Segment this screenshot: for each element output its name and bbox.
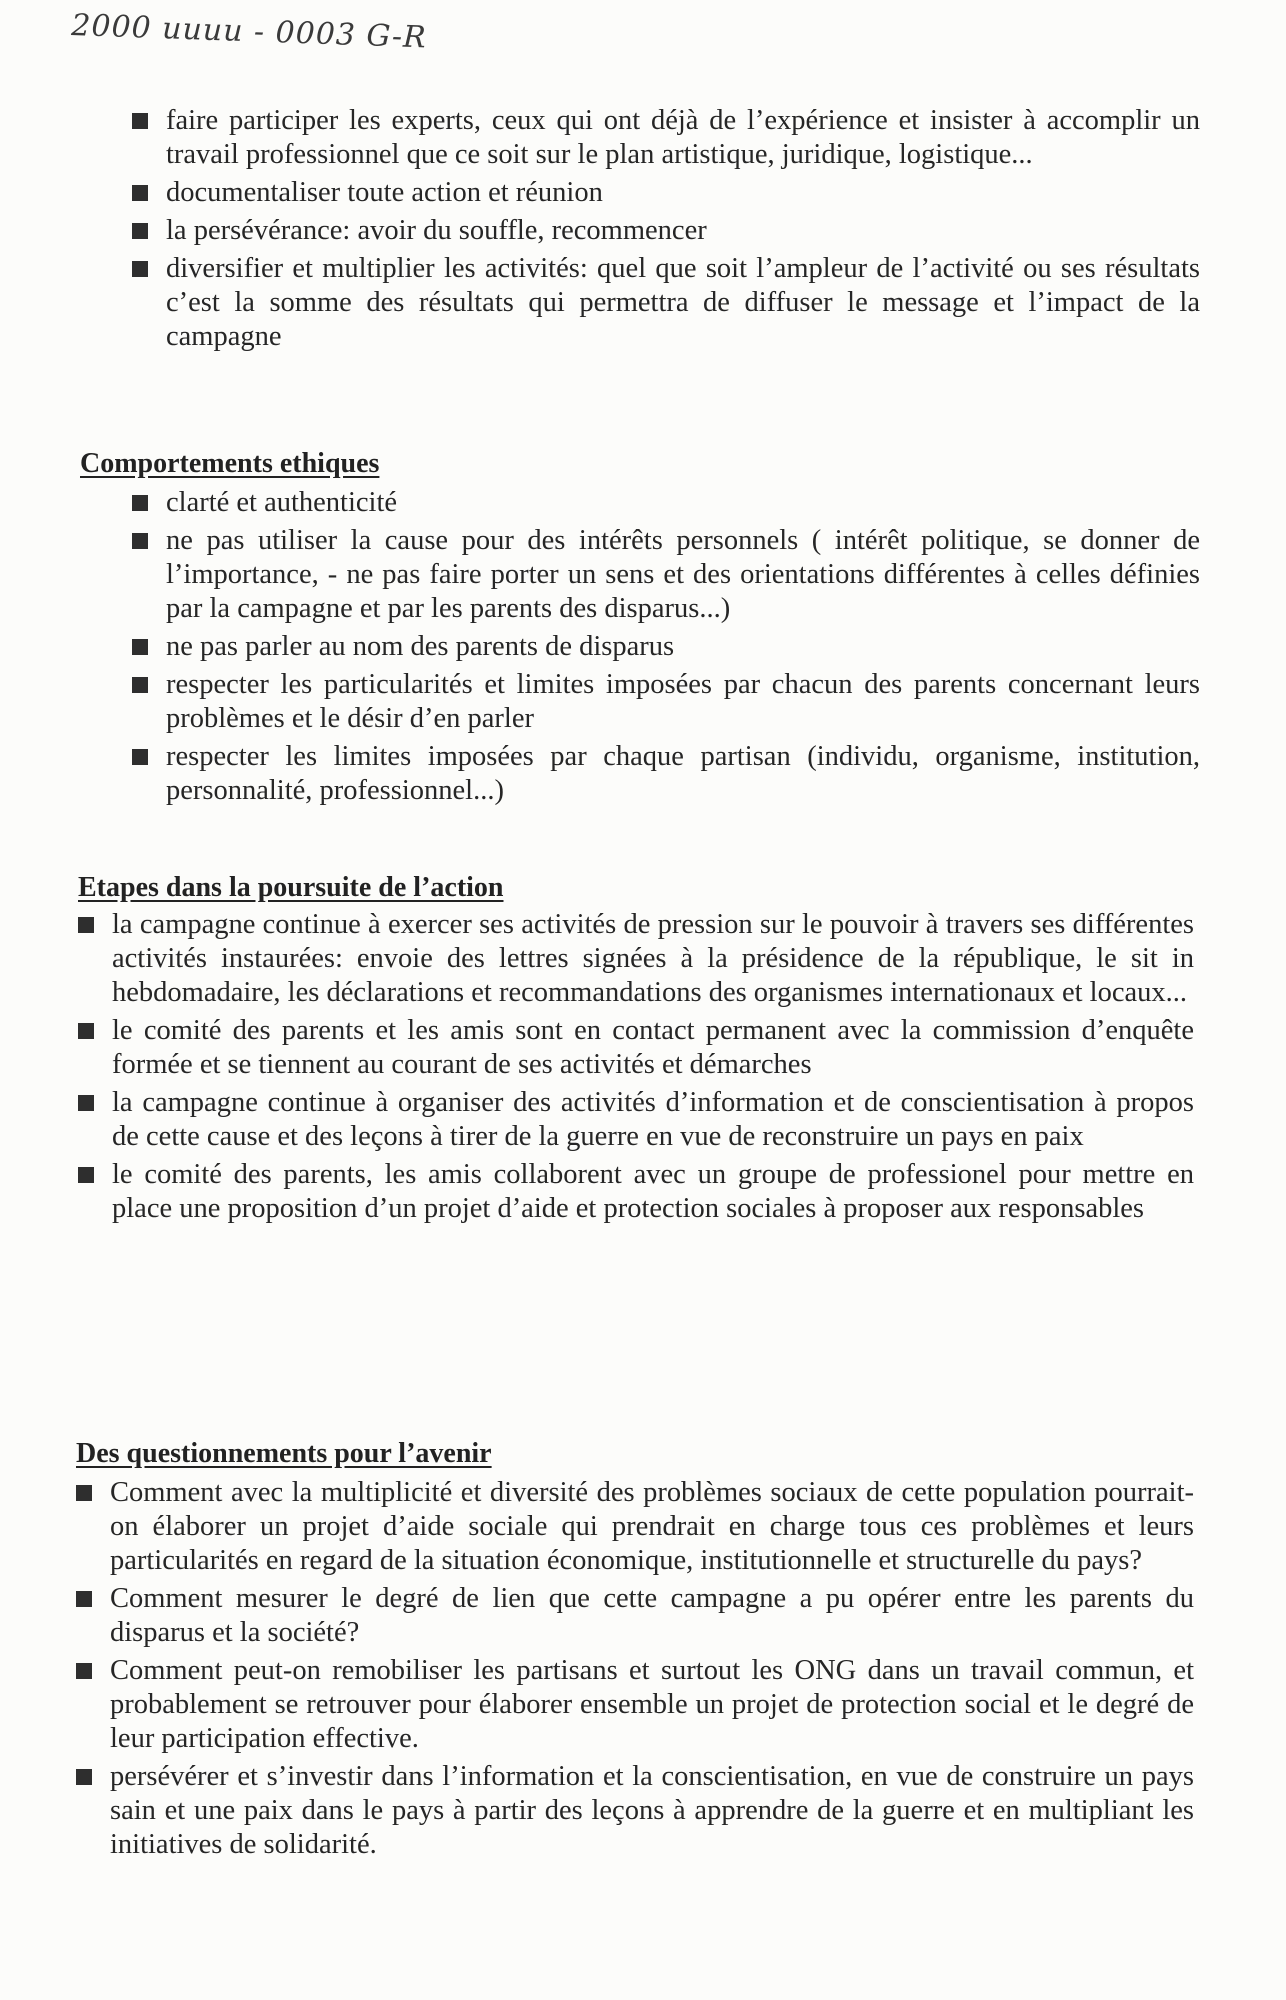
list-item-text: respecter les particularités et limites imposées par chacun des parents concernant leurs problèmes et le désir d’en parler — [166, 669, 1200, 734]
ethics-bullet-list — [132, 486, 1200, 812]
square-bullet-icon — [132, 533, 148, 549]
list-item — [132, 214, 1200, 248]
square-bullet-icon — [132, 749, 148, 765]
square-bullet-icon — [76, 1485, 92, 1501]
steps-bullet-list — [78, 908, 1194, 1230]
list-item-text: ne pas utiliser la cause pour des intérêts personnels ( intérêt politique, se donner de l’importance, - ne pas faire porter un sens et des orientations différentes à celles définies par la campagne et par les parents des disparus...) — [166, 525, 1200, 624]
square-bullet-icon — [132, 261, 148, 277]
square-bullet-icon — [76, 1663, 92, 1679]
list-item-text: documentaliser toute action et réunion — [166, 177, 603, 208]
section-heading-future: Des questionnements pour l’avenir — [76, 1438, 492, 1469]
list-item — [76, 1476, 1194, 1578]
list-item-text: faire participer les experts, ceux qui ont déjà de l’expérience et insister à accomplir un travail professionnel que ce soit sur le plan artistique, juridique, logistique... — [166, 105, 1200, 170]
square-bullet-icon — [76, 1591, 92, 1607]
list-item-text: Comment peut-on remobiliser les partisans et surtout les ONG dans un travail commun, et probablement se retrouver pour élaborer ensemble un projet de protection social et le degré de leur participation effective. — [110, 1655, 1194, 1754]
square-bullet-icon — [132, 223, 148, 239]
section-heading-steps: Etapes dans la poursuite de l’action — [78, 872, 504, 903]
square-bullet-icon — [132, 185, 148, 201]
list-item — [132, 486, 1200, 520]
list-item — [132, 740, 1200, 808]
square-bullet-icon — [132, 113, 148, 129]
list-item-text: ne pas parler au nom des parents de disparus — [166, 631, 675, 662]
square-bullet-icon — [78, 1167, 94, 1183]
list-item — [78, 1086, 1194, 1154]
list-item — [132, 252, 1200, 354]
list-item-text: Comment avec la multiplicité et diversité des problèmes sociaux de cette population pourrait-on élaborer un projet d’aide sociale qui prendrait en charge tous ces problèmes et leurs particularités en regard de la situation économique, institutionnelle et structurelle du pays? — [110, 1477, 1194, 1576]
list-item — [78, 1158, 1194, 1226]
list-item — [78, 1014, 1194, 1082]
square-bullet-icon — [78, 1095, 94, 1111]
list-item — [132, 630, 1200, 664]
list-item-text: le comité des parents, les amis collaborent avec un groupe de professionel pour mettre en place une proposition d’un projet d’aide et protection sociales à proposer aux responsables — [112, 1159, 1194, 1224]
list-item — [76, 1654, 1194, 1756]
square-bullet-icon — [76, 1769, 92, 1785]
square-bullet-icon — [132, 677, 148, 693]
square-bullet-icon — [132, 639, 148, 655]
list-item-text: la persévérance: avoir du souffle, recommencer — [166, 215, 707, 246]
list-item-text: persévérer et s’investir dans l’information et la conscientisation, en vue de construire un pays sain et une paix dans le pays à partir des leçons à apprendre de la guerre et en multipliant les initiatives de solidarité. — [110, 1761, 1194, 1860]
handwritten-reference: 2000 uuuu - 0003 G-R — [70, 8, 428, 56]
list-item-text: le comité des parents et les amis sont en contact permanent avec la commission d’enquête formée et se tiennent au courant de ses activités et démarches — [112, 1015, 1194, 1080]
list-item-text: la campagne continue à exercer ses activités de pression sur le pouvoir à travers ses différentes activités instaurées: envoie des lettres signées à la présidence de la république, le sit in hebdomadaire, les déclarations et recommandations des organismes internationaux et locaux... — [112, 909, 1194, 1008]
intro-bullet-list — [132, 104, 1200, 358]
list-item — [132, 524, 1200, 626]
list-item — [76, 1582, 1194, 1650]
list-item — [78, 908, 1194, 1010]
section-heading-ethics: Comportements ethiques — [80, 448, 380, 479]
square-bullet-icon — [78, 917, 94, 933]
square-bullet-icon — [132, 495, 148, 511]
list-item — [132, 176, 1200, 210]
list-item-text: diversifier et multiplier les activités: quel que soit l’ampleur de l’activité ou ses résultats c’est la somme des résultats qui permettra de diffuser le message et l’impact de la campagne — [166, 253, 1200, 352]
list-item-text: respecter les limites imposées par chaque partisan (individu, organisme, institution, personnalité, professionnel...) — [166, 741, 1200, 806]
list-item-text: Comment mesurer le degré de lien que cette campagne a pu opérer entre les parents du disparus et la société? — [110, 1583, 1194, 1648]
list-item — [132, 104, 1200, 172]
list-item — [132, 668, 1200, 736]
future-bullet-list — [76, 1476, 1194, 1866]
list-item-text: la campagne continue à organiser des activités d’information et de conscientisation à propos de cette cause et des leçons à tirer de la guerre en vue de reconstruire un pays en paix — [112, 1087, 1194, 1152]
list-item-text: clarté et authenticité — [166, 487, 398, 518]
list-item — [76, 1760, 1194, 1862]
square-bullet-icon — [78, 1023, 94, 1039]
